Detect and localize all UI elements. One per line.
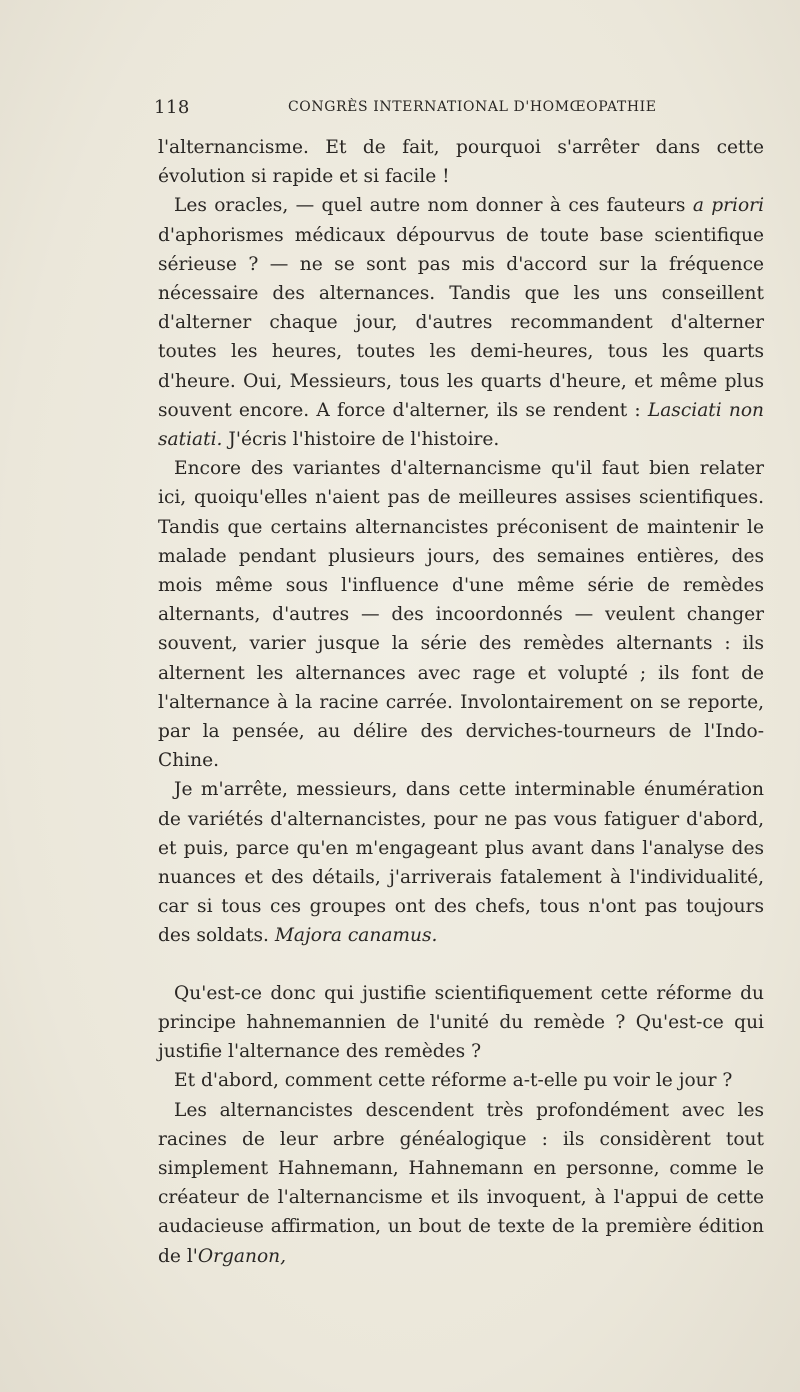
paragraph	[158, 979, 764, 1067]
paragraph-text: l'	[186, 1245, 198, 1267]
page-header	[154, 97, 764, 121]
italic-phrase: Organon,	[197, 1245, 287, 1267]
paragraph-text: l'alternancisme. Et de fait, pourquoi s'arrêter dans cette évolution si rapide et si facile !	[158, 137, 764, 188]
paragraph-text: Je m'arrête, messieurs, dans cette interminable énumération de variétés d'alternancistes, pour ne pas vous fatiguer d'abord, et puis, parce qu'en m'engageant plus avant dans l'analyse des nuances et des détails, j'arriverais fatalement à l'individualité, car si tous ces groupes ont des chefs, tous n'ont pas toujours des soldats.	[158, 779, 764, 947]
paragraph-text: Qu'est-ce donc qui justifie scientifiquement cette réforme du principe hahnemannien de l'unité du remède ? Qu'est-ce qui justifie l'alternance des remèdes ?	[158, 982, 764, 1063]
body-text	[158, 133, 764, 1271]
paragraph	[158, 775, 764, 950]
page-number: 118	[154, 97, 190, 118]
paragraph-text: Et d'abord, comment cette réforme a-t-elle pu voir le jour ?	[174, 1070, 733, 1092]
italic-phrase: Lasciati non satiati.	[158, 399, 764, 451]
paragraph-text: J'écris l'histoire de l'histoire.	[222, 429, 500, 451]
paragraph	[158, 1096, 764, 1271]
paragraph-text: Les oracles, — quel autre nom donner à ces fauteurs	[174, 195, 693, 217]
paragraph-text: d'aphorismes médicaux dépourvus de toute base scientifique sérieuse ? — ne se sont pas mis d'accord sur la fréquence nécessaire des alternances. Tandis que les uns conseillent d'alterner chaque jour, d'autres recommandent d'alterner toutes les heures, toutes les demi-heures, tous les quarts d'heure. Oui, Messieurs, tous les quarts d'heure, et même plus souvent encore. A force d'alterner, ils se rendent :	[158, 224, 764, 421]
paragraph-text: Encore des variantes d'alternancisme qu'il faut bien relater ici, quoiqu'elles n'aient pas de meilleures assises scientifiques. Tandis que certains alternancistes préconisent de maintenir le malade pendant plusieurs jours, des semaines entières, des mois même sous l'influence d'une même série de remèdes alternants, d'autres — des incoordonnés — veulent changer souvent, varier jusque la série des remèdes alternants : ils alternent les alternances avec rage et volupté ; ils font de l'alternance à la racine carrée. Involontairement on se reporte, par la pensée, au délire des derviches-tourneurs de l'Indo-Chine.	[158, 458, 764, 772]
paragraph-text: Les alternancistes descendent très profondément avec les racines de leur arbre généalogique : ils considèrent tout simplement Hahnemann, Hahnemann en personne, comme le créateur de l'alternancisme et ils invoquent, à l'appui de cette audacieuse affirmation, un bout de texte de la première édition de	[158, 1099, 764, 1267]
italic-phrase: Majora canamus.	[274, 925, 438, 947]
paragraph	[158, 454, 764, 775]
paragraph	[158, 133, 764, 191]
paragraph	[158, 1066, 764, 1095]
paragraph	[158, 191, 764, 454]
running-title: CONGRÈS INTERNATIONAL D'HOMŒOPATHIE	[288, 99, 657, 115]
italic-phrase: a priori	[692, 195, 765, 217]
